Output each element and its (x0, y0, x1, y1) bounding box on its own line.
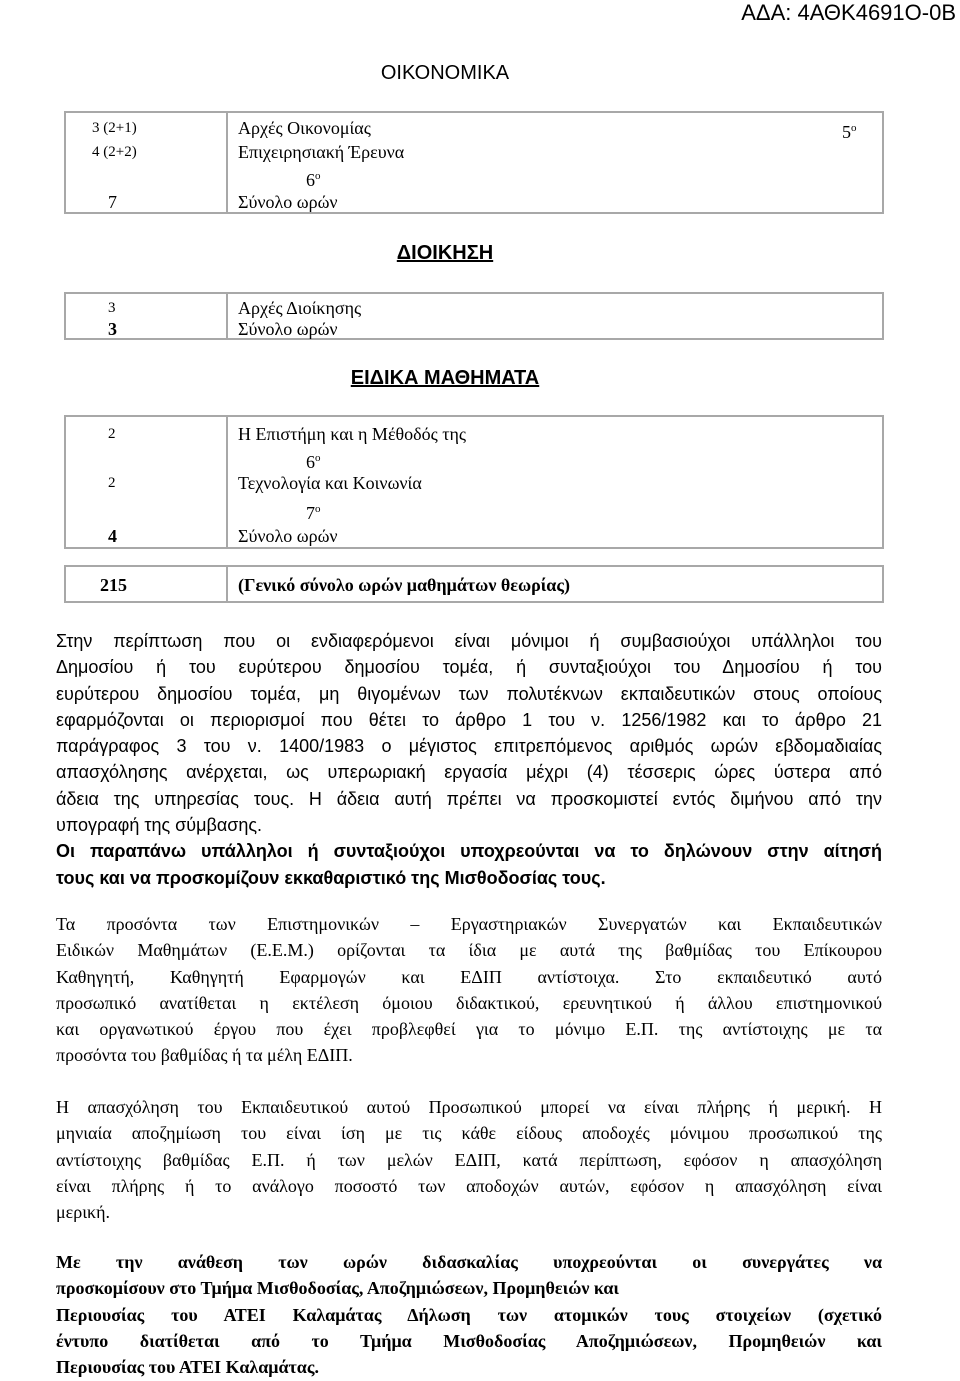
section-title-special: ΕΙΔΙΚΑ ΜΑΘΗΜΑΤΑ (350, 367, 540, 389)
special-table (64, 415, 884, 549)
table-row-course: Αρχές Διοίκησης (238, 298, 362, 318)
text-line: ευρύτερου δημοσίου τομέα, μη θιγομένων των πολυτέκνων εκπαιδευτικών στους οποίους (56, 683, 882, 704)
table-row-hours: 3 (108, 300, 116, 316)
text-line: παράγραφος 3 του ν. 1400/1983 ο μέγιστος επιτρεπόμενος αριθμός ωρών εβδομαδιαίας (56, 736, 882, 757)
table-row-course: Η Επιστήμη και η Μέθοδός της (238, 424, 467, 444)
text-line: Στην περίπτωση που οι ενδιαφερόμενοι είναι μόνιμοι ή συμβασιούχοι υπάλληλοι του (56, 631, 882, 651)
table-row-semester: $6^o$ (306, 452, 321, 472)
text-line: προσωπικό ανατίθεται η εκτέλεση όμοιου διδακτικού, ερευνητικού ή άλλου επιστημονικού (56, 992, 882, 1013)
text-line: Δημοσίου ή του ευρύτερου δημοσίου τομέα, ή συνταξιούχοι του Δημοσίου ή του (56, 657, 882, 678)
grand-total-label: (Γενικό σύνολο ωρών μαθημάτων θεωρίας) (238, 575, 570, 595)
text-line-bold: Περιουσίας του ΑΤΕΙ Καλαμάτας. (56, 1357, 319, 1378)
table-row-hours: 2 (108, 475, 116, 491)
table-row-hours: 3 (2+1) (92, 120, 137, 136)
text-line: Τα προσόντα των Επιστημονικών – Εργαστηριακών Συνεργατών και Εκπαιδευτικών (56, 914, 882, 934)
grand-total-hours: 215 (100, 575, 127, 595)
text-line-bold: Με την ανάθεση των ωρών διδασκαλίας υποχρεούνται οι συνεργάτες να (56, 1252, 882, 1272)
paragraph-employment (56, 1094, 882, 1225)
text-line: απασχόλησης ανέρχεται, ως υπερωριακή εργασία μέχρι (4) τέσσερις ώρες ύστερα από (56, 762, 882, 783)
administration-table (64, 292, 884, 340)
table-divider (226, 111, 228, 214)
table-row-course: Τεχνολογία και Κοινωνία (238, 473, 422, 493)
table-divider (226, 292, 228, 340)
text-line-bold: έντυπο διατίθεται από το Τμήμα Μισθοδοσίας Αποζημιώσεων, Προμηθειών και (56, 1330, 882, 1351)
text-line: εφαρμόζονται οι περιορισμοί που θέτει το άρθρο 1 του ν. 1256/1982 και το άρθρο 21 (56, 709, 882, 730)
paragraph-declaration (56, 1249, 882, 1380)
section-title-economics: ΟΙΚΟΝΟΜΙΚΑ (380, 62, 510, 84)
text-line: υπογραφή της σύμβασης. (56, 815, 263, 836)
total-hours: 3 (108, 319, 117, 339)
table-row-hours: 4 (2+2) (92, 144, 137, 160)
text-line: μερική. (56, 1202, 111, 1223)
table-row-hours: 2 (108, 426, 116, 442)
total-hours: 7 (108, 192, 117, 212)
text-line: αντίστοιχης βαθμίδας Ε.Π. ή των μελών ΕΔΙΠ, κατά περίπτωση, εφόσον η απασχόληση (56, 1149, 882, 1170)
total-label: Σύνολο ωρών (238, 319, 338, 339)
text-line-bold: Περιουσίας του ΑΤΕΙ Καλαμάτας Δήλωση των ατομικών τους στοιχείων (σχετικό (56, 1304, 882, 1325)
economics-table (64, 111, 884, 214)
table-divider (226, 565, 228, 603)
grand-total-table (64, 565, 884, 603)
table-row-semester: $6^o$ (306, 170, 321, 190)
table-row-course: Επιχειρησιακή Έρευνα (238, 142, 405, 162)
table-row-semester: $7^o$ (306, 503, 321, 523)
total-label: Σύνολο ωρών (238, 192, 338, 212)
text-line: άδεια της υπηρεσίας τους. Η άδεια αυτή πρέπει να προσκομιστεί εντός διμήνου από την (56, 788, 882, 809)
section-title-administration: ΔΙΟΙΚΗΣΗ (396, 242, 494, 264)
text-line: Καθηγητή, Καθηγητή Εφαρμογών και ΕΔΙΠ αντίστοιχα. Στο εκπαιδευτικό αυτό (56, 966, 882, 987)
table-row-semester: $5^o$ (842, 122, 857, 142)
text-line-bold: Οι παραπάνω υπάλληλοι ή συνταξιούχοι υποχρεούνται να το δηλώνουν στην αίτησή (56, 841, 882, 862)
table-divider (226, 415, 228, 549)
total-hours: 4 (108, 526, 117, 546)
text-line: μηνιαία αποζημίωση του είναι ίση με τις κάθε είδους αποδοχές μόνιμου προσωπικού της (56, 1123, 882, 1144)
text-line-bold: προσκομίσουν στο Τμήμα Μισθοδοσίας, Αποζημιώσεων, Προμηθειών και (56, 1278, 620, 1299)
text-line: Ειδικών Μαθημάτων (Ε.Ε.Μ.) ορίζονται τα ίδια με αυτά της βαθμίδας του Επίκουρου (56, 940, 882, 961)
paragraph-qualifications (56, 911, 882, 1069)
total-label: Σύνολο ωρών (238, 526, 338, 546)
text-line: είναι πλήρης ή το ανάλογο ποσοστό των αποδοχών αυτών, εφόσον η απασχόληση είναι (56, 1175, 882, 1196)
ada-code: ΑΔΑ: 4ΑΘΚ4691Ο-0Β (741, 0, 956, 25)
text-line-bold: τους και να προσκομίζουν εκκαθαριστικό της Μισθοδοσίας τους. (56, 867, 606, 888)
text-line: και οργανωτικού έργου που έχει προβλεφθεί για το μόνιμο Ε.Π. της αντίστοιχης με τα (56, 1019, 882, 1040)
text-line: προσόντα του βαθμίδας ή τα μέλη ΕΔΙΠ. (56, 1045, 353, 1066)
text-line: Η απασχόληση του Εκπαιδευτικού αυτού Προσωπικού μπορεί να είναι πλήρης ή μερική. Η (56, 1097, 882, 1117)
paragraph-employees (56, 628, 882, 891)
table-row-course: Αρχές Οικονομίας (238, 118, 371, 138)
